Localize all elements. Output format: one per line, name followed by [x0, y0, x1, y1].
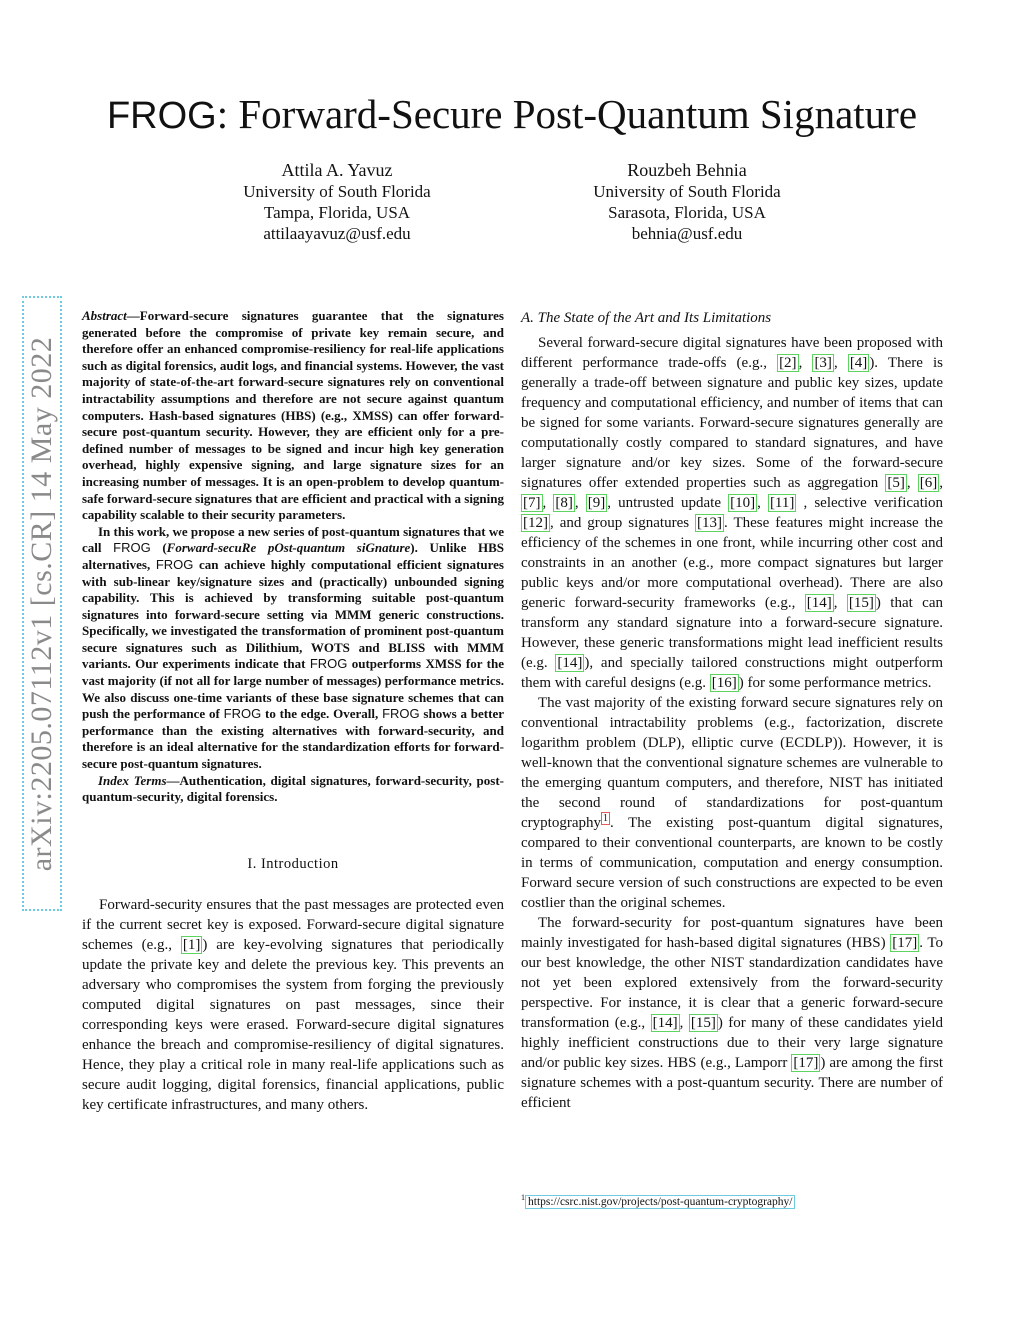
citation-link[interactable]: [9] [587, 495, 606, 511]
intro-paragraph-1: Forward-security ensures that the past messages are protected even if the current secret key is exposed. Forward-secure digital signature schemes (e.g., [1] ) are key-evolving signatures that periodically update the private key and delete the previous key. This prevents an adversary who compromises the system from forging the previously computed digital signatures on past messages, since their corresponding keys were erased. Forward-secure digital signatures enhance the breach and compromise-resiliency of digital signatures. Hence, they play a critical role in many real-life applications such as secure audit logging, digital forensics, financial applications, public key certificate infrastructures, and many others. [82, 896, 505, 1113]
citation-link[interactable]: [10] [730, 495, 756, 511]
citation-link[interactable]: [14] [557, 655, 583, 671]
left-column [82, 308, 504, 1115]
citation-link[interactable]: [15] [848, 595, 874, 611]
author-email[interactable]: behnia@usf.edu [631, 224, 743, 243]
citation-link[interactable]: [8] [555, 495, 573, 511]
citation-link[interactable]: [11] [769, 495, 795, 511]
citation-link[interactable]: [14] [652, 1015, 678, 1031]
citation-link[interactable]: [6] [919, 475, 938, 491]
section-heading-introduction: I. Introduction [247, 855, 339, 872]
author-affiliation: University of South Florida [593, 182, 781, 201]
citation-link[interactable]: [5] [887, 475, 905, 491]
citation-link[interactable]: [16] [711, 675, 737, 691]
citation-link[interactable]: [12] [523, 515, 548, 531]
author-location: Sarasota, Florida, USA [608, 203, 766, 222]
author-name: Attila A. Yavuz [281, 160, 393, 180]
citation-link[interactable]: [1] [182, 936, 201, 953]
author-email[interactable]: attilaayavuz@usf.edu [263, 224, 411, 243]
author-affiliation: University of South Florida [243, 182, 431, 201]
citation-link[interactable]: [7] [523, 495, 541, 511]
citation-link[interactable]: [4] [849, 355, 868, 371]
abstract-paragraph-1: Abstract—Forward-secure signatures guarantee that the signatures generated before the compromise of private key remain secure, and therefore offer an enhanced compromise-resiliency for real-life applications such as digital forensics, audit logs, and financial systems. However, the vast majority of state-of-the-art forward-secure signatures rely on conventional intractability assumptions and therefore are not secure against quantum computers. Hash-based signatures (HBS) (e.g., XMSS) can offer forward-secure post-quantum security. However, they are efficient only for a pre-defined number of messages to be signed and incur high key generation overhead, highly expensive signing, and large signature sizes for an increasing number of messages. It is an open-problem to develop quantum-safe forward-secure signatures that are efficient and practical with a signing capability scalable to their security parameters. [82, 308, 504, 523]
author-block-1 [157, 160, 517, 244]
author-name: Rouzbeh Behnia [627, 160, 747, 180]
citation-link[interactable]: [13] [697, 515, 723, 531]
state-of-art-paragraph-1: Several forward-secure digital signatures have been proposed with different performance trade-offs (e.g., [2] , [3] , [4] ). There is generally a trade-off between signature and public key sizes, update frequency and computational efficiency, and number of items that can be signed for some variants. Forward-secure signatures generally are computationally costly compared to standard signatures, and have larger signature and/or key sizes. Some of the forward-secure signatures offer extended properties such as aggregation [5] , [6] , [7] , [8] , [9] , untrusted update [10] , [11] , selective verification [12] , and group signatures [13] . These features might increase the efficiency of the schemes in one front, while incurring other cost and constraints in an another (e.g., more compact signatures but larger public keys and/or more computational overhead). There are also generic forward-security frameworks (e.g., [14] , [15] ) that can transform any standard signature into a forward-secure signature. However, these generic transformations might lead inefficient results (e.g. [14] ), and specially tailored constructions might outperform them with careful designs (e.g. [16] ) for some performance metrics. [521, 335, 944, 691]
footnote [521, 1190, 943, 1210]
author-location: Tampa, Florida, USA [263, 203, 411, 222]
citation-link[interactable]: [2] [779, 355, 797, 371]
paper-title: FROG: Forward-Secure Post-Quantum Signature [106, 91, 918, 137]
citation-link[interactable]: [14] [806, 595, 832, 611]
footnote-marker[interactable]: 1 [602, 813, 608, 824]
citation-link[interactable]: [3] [814, 355, 832, 371]
citation-link[interactable]: [17] [793, 1055, 819, 1071]
citation-link[interactable]: [15] [690, 1015, 716, 1031]
footnote-number: 1 [521, 1193, 525, 1202]
subsection-heading: A. The State of the Art and Its Limitations [521, 310, 772, 326]
footnote-url-link[interactable]: https://csrc.nist.gov/projects/post-quantum-cryptography/ [525, 1195, 795, 1209]
state-of-art-paragraph-2: The vast majority of the existing forward secure signatures rely on conventional intractability problems (e.g., factorization, discrete logarithm problem (DLP), elliptic curve (ECDLP)). However, it is well-known that the conventional signature schemes are vulnerable to the emerging quantum computers, and therefore, NIST has initiated the second round of standardizations for post-quantum cryptography $^1$ . The existing post-quantum digital signatures, compared to their conventional counterparts, are known to be costly in terms of communication, computation and energy consumption. Forward secure version of such constructions are expected to be even costlier than the original schemes. [521, 695, 943, 911]
index-terms: Index Terms—Authentication, digital signatures, forward-security, post-quantum-security, digital forensics. [82, 772, 504, 805]
state-of-art-paragraph-3: The forward-security for post-quantum signatures have been mainly investigated for hash-based digital signatures (HBS) [17] . To our best knowledge, the other NIST standardization candidates have not yet been explored extensively from the forward-security perspective. For instance, it is clear that a generic forward-secure transformation (e.g., [14] , [15] ) for many of these candidates yield highly inefficient constructions due to their very large signature and/or public key sizes. HBS (e.g., Lamporr [17] ) are among the first signature schemes with a post-quantum security. There are number of efficient [521, 915, 944, 1111]
right-column [521, 308, 943, 1113]
arxiv-stamp-text: arXiv:2205.07112v1 [cs.CR] 14 May 2022 [25, 336, 58, 871]
arxiv-stamp[interactable] [22, 296, 62, 911]
citation-link[interactable]: [17] [892, 935, 918, 951]
author-block-2 [507, 160, 867, 244]
abstract-paragraph-2: In this work, we propose a new series of post-quantum signatures that we call FROG (Forward-secuRe pOst-quantum siGnature). Unlike HBS alternatives, FROG can achieve highly computational efficient signatures with sub-linear key/signature sizes and (practically) unbounded signing capability. This is achieved by transforming suitable post-quantum signatures into forward-secure setting via MMM generic constructions. Specifically, we investigated the transformation of prominent post-quantum secure signatures such as Dilithium, WOTS and BLISS with MMM variants. Our experiments indicate that FROG outperforms XMSS for the vast majority (if not all for large number of messages) performance metrics. We also discuss one-time variants of these base signature schemes that can push the performance of FROG to the edge. Overall, FROG shows a better performance than the existing alternatives with forward-security, and therefore is an ideal alternative for the standardization efforts for forward-secure post-quantum signatures. [82, 523, 504, 772]
